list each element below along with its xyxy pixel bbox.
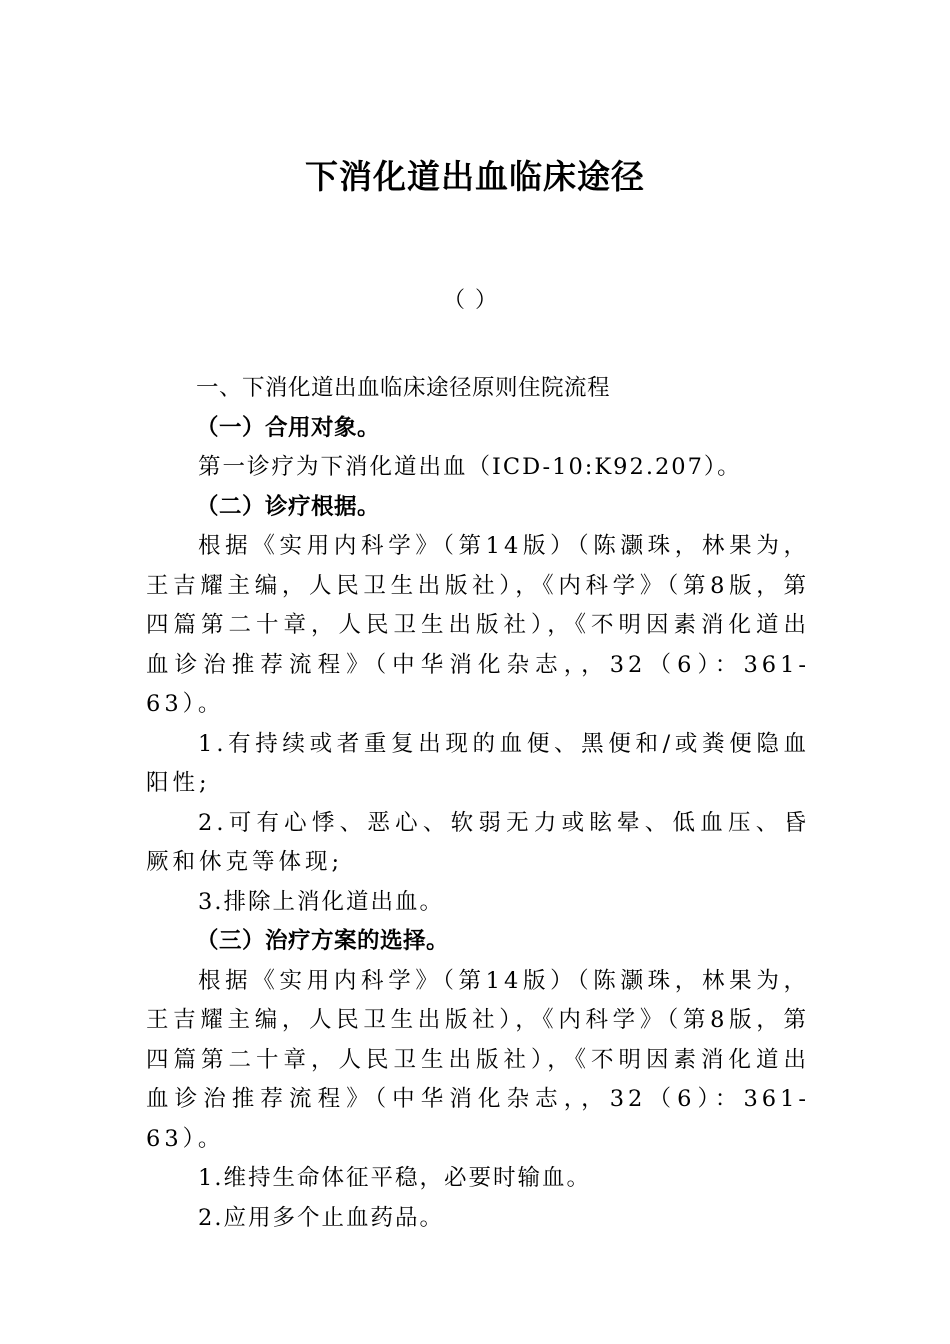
section-heading: 一、下消化道出血临床途径原则住院流程 [196, 375, 611, 401]
part-1-heading: （一）合用对象。 [196, 414, 381, 441]
document-subtitle: （） [442, 288, 507, 313]
part-3-item: 2.应用多个止血药品。 [198, 1204, 444, 1231]
part-2-item: 1.有持续或者重复出现的血便、黑便和/或粪便隐血阳性; [146, 730, 810, 796]
part-2-reference: 根据《实用内科学》（第14版）（陈灏珠，林果为，王吉耀主编，人民卫生出版社），《内科学》（第8版，第四篇第二十章，人民卫生出版社），《不明因素消化道出血诊治推荐流程》（中华消化杂志，，32（6）：361-63）。 [146, 533, 810, 717]
document-title: 下消化道出血临床途径 [305, 157, 645, 196]
part-3-reference: 根据《实用内科学》（第14版）（陈灏珠，林果为，王吉耀主编，人民卫生出版社），《内科学》（第8版，第四篇第二十章，人民卫生出版社），《不明因素消化道出血诊治推荐流程》（中华消化杂志，，32（6）：361-63）。 [146, 967, 810, 1152]
part-1-body: 第一诊疗为下消化道出血（ICD-10:K92.207）。 [198, 454, 742, 480]
part-2-heading: （二）诊疗根据。 [196, 493, 381, 520]
document-body [146, 369, 810, 1238]
part-3-item: 1.维持生命体征平稳，必要时输血。 [198, 1165, 591, 1191]
part-2-item: 2.可有心悸、恶心、软弱无力或眩晕、低血压、昏厥和休克等体现; [146, 809, 810, 875]
part-3-heading: （三）治疗方案的选择。 [196, 928, 450, 954]
part-2-item: 3.排除上消化道出血。 [198, 888, 444, 915]
